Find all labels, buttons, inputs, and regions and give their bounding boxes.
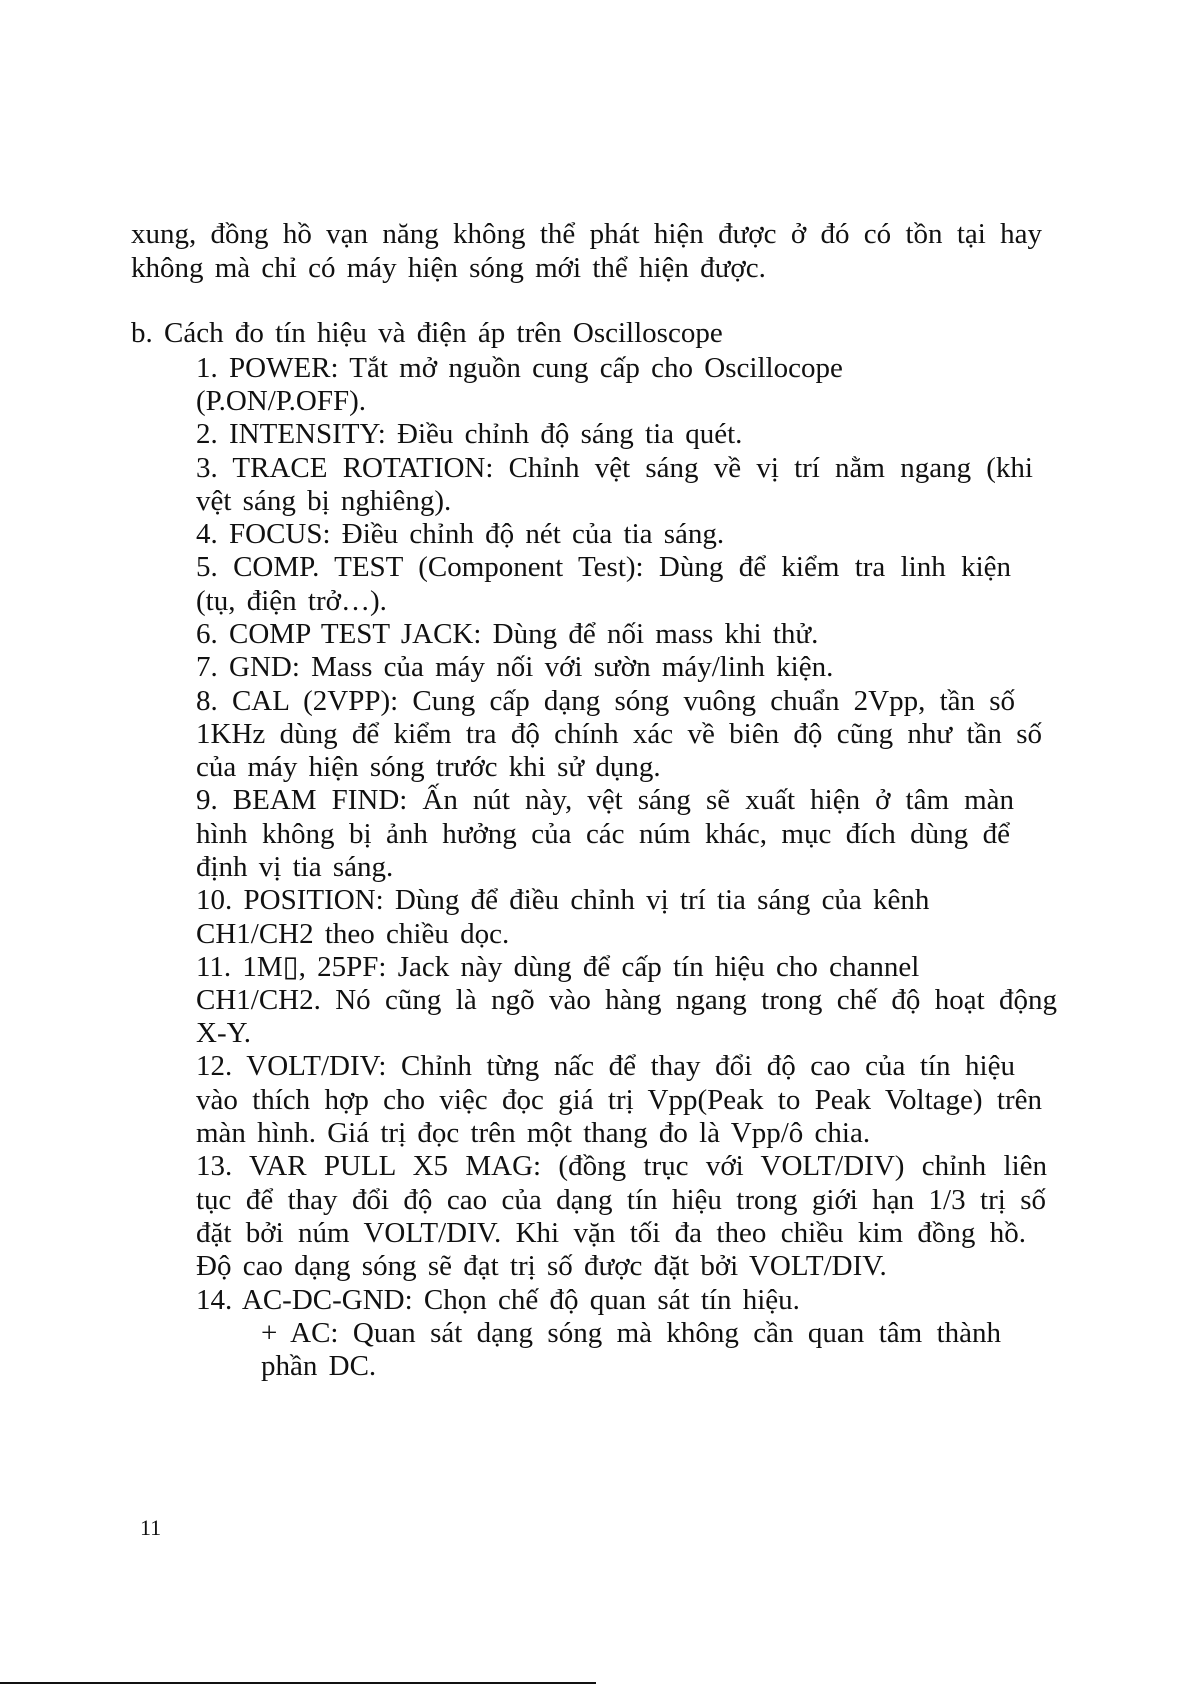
item-1-line-1: 1. POWER: Tắt mở nguồn cung cấp cho Oscillocope — [196, 352, 843, 384]
item-2-line-1: 2. INTENSITY: Điều chỉnh độ sáng tia quét. — [196, 418, 743, 450]
item-4-line-1: 4. FOCUS: Điều chỉnh độ nét của tia sáng. — [196, 518, 725, 550]
item-5-line-2: (tụ, điện trở…). — [196, 585, 387, 617]
item-9-line-2: hình không bị ảnh hưởng của các núm khác, mục đích dùng để — [196, 818, 1010, 850]
item-12-line-2: vào thích hợp cho việc đọc giá trị Vpp(Peak to Peak Voltage) trên — [196, 1084, 1042, 1116]
intro-line-1: xung, đồng hồ vạn năng không thể phát hiện được ở đó có tồn tại hay — [131, 218, 1042, 250]
item-14-sub-line-1: + AC: Quan sát dạng sóng mà không cần quan tâm thành — [261, 1317, 1001, 1349]
bottom-divider — [0, 1682, 596, 1684]
item-13-line-4: Độ cao dạng sóng sẽ đạt trị số được đặt bởi VOLT/DIV. — [196, 1250, 887, 1282]
item-13-line-2: tục để thay đổi độ cao của dạng tín hiệu trong giới hạn 1/3 trị số — [196, 1184, 1046, 1216]
item-10-line-1: 10. POSITION: Dùng để điều chỉnh vị trí tia sáng của kênh — [196, 884, 930, 916]
item-11-line-2: CH1/CH2. Nó cũng là ngõ vào hàng ngang trong chế độ hoạt động — [196, 984, 1057, 1016]
item-3-line-1: 3. TRACE ROTATION: Chỉnh vệt sáng về vị trí nằm ngang (khi — [196, 452, 1033, 484]
item-12-line-1: 12. VOLT/DIV: Chỉnh từng nấc để thay đổi độ cao của tín hiệu — [196, 1050, 1015, 1082]
item-8-line-3: của máy hiện sóng trước khi sử dụng. — [196, 751, 661, 783]
item-14-sub-line-2: phần DC. — [261, 1350, 377, 1382]
item-1-line-2: (P.ON/P.OFF). — [196, 385, 367, 417]
item-5-line-1: 5. COMP. TEST (Component Test): Dùng để kiểm tra linh kiện — [196, 551, 1011, 583]
item-12-line-3: màn hình. Giá trị đọc trên một thang đo là Vpp/ô chia. — [196, 1117, 871, 1149]
item-8-line-2: 1KHz dùng để kiểm tra độ chính xác về biên độ cũng như tần số — [196, 718, 1042, 750]
item-13-line-1: 13. VAR PULL X5 MAG: (đồng trục với VOLT/DIV) chỉnh liên — [196, 1150, 1047, 1182]
page-number: 11 — [140, 1515, 162, 1540]
item-14-line-1: 14. AC-DC-GND: Chọn chế độ quan sát tín hiệu. — [196, 1284, 800, 1316]
item-11-line-1: 11. 1M▯, 25PF: Jack này dùng để cấp tín hiệu cho channel — [196, 951, 920, 983]
item-13-line-3: đặt bởi núm VOLT/DIV. Khi vặn tối đa theo chiều kim đồng hồ. — [196, 1217, 1026, 1249]
item-9-line-3: định vị tia sáng. — [196, 851, 394, 883]
intro-line-2: không mà chỉ có máy hiện sóng mới thể hiện được. — [131, 252, 766, 284]
section-heading: b. Cách đo tín hiệu và điện áp trên Oscilloscope — [131, 317, 723, 349]
item-9-line-1: 9. BEAM FIND: Ấn nút này, vệt sáng sẽ xuất hiện ở tâm màn — [196, 784, 1014, 816]
item-7-line-1: 7. GND: Mass của máy nối với sườn máy/linh kiện. — [196, 651, 834, 683]
item-6-line-1: 6. COMP TEST JACK: Dùng để nối mass khi thử. — [196, 618, 819, 650]
item-3-line-2: vệt sáng bị nghiêng). — [196, 485, 452, 517]
item-11-line-3: X-Y. — [196, 1017, 252, 1049]
item-8-line-1: 8. CAL (2VPP): Cung cấp dạng sóng vuông chuẩn 2Vpp, tần số — [196, 685, 1015, 717]
item-10-line-2: CH1/CH2 theo chiều dọc. — [196, 918, 510, 950]
